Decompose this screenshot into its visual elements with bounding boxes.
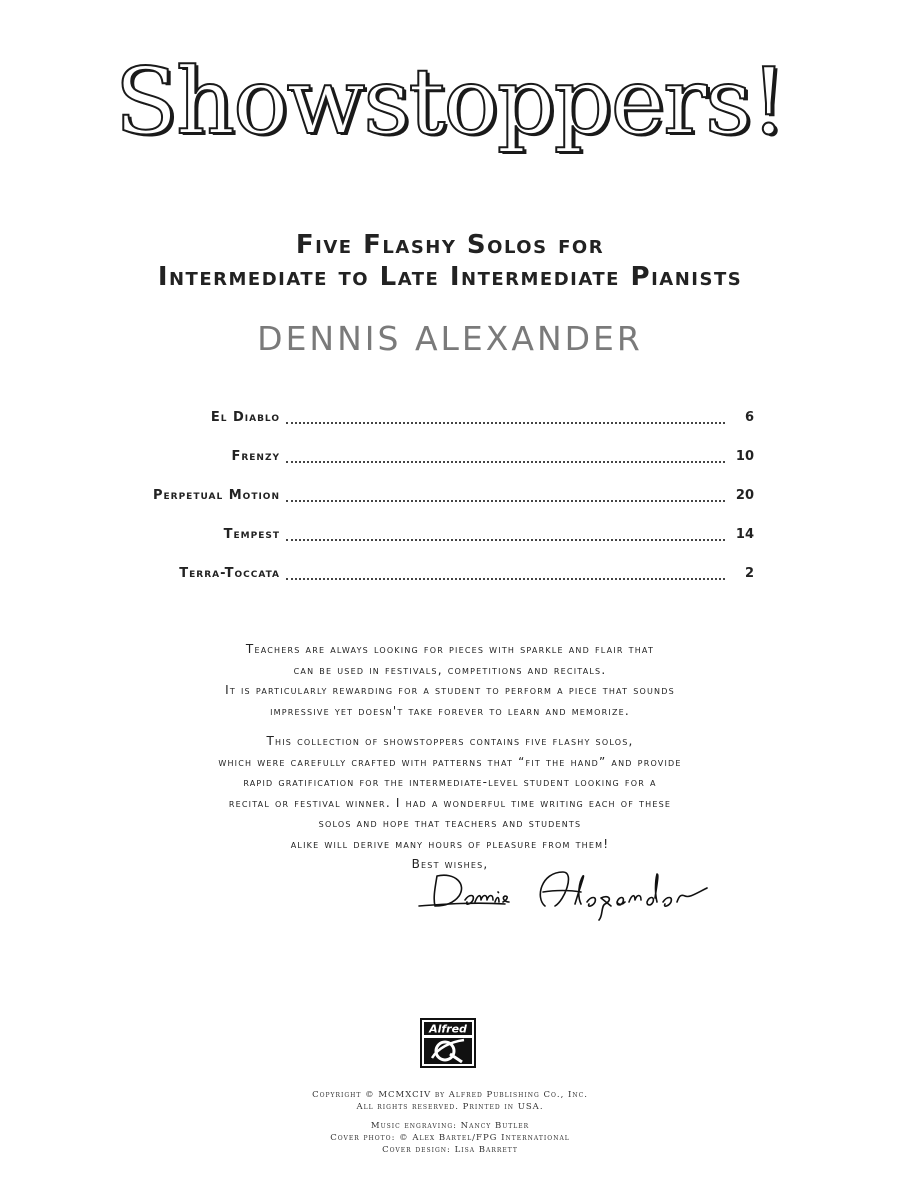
copyright-notice bbox=[0, 1089, 900, 1113]
toc-leader-dots bbox=[286, 539, 725, 541]
toc-title: Perpetual Motion bbox=[152, 488, 280, 503]
intro-line: alike will derive many hours of pleasure from them! bbox=[290, 836, 610, 851]
intro-line: impressive yet doesn't take forever to learn and memorize. bbox=[270, 703, 630, 718]
logo-wordmark: Alfred bbox=[429, 1022, 467, 1036]
credit-line: Copyright © MCMXCIV by Alfred Publishing Co., Inc. bbox=[312, 1090, 588, 1100]
toc-page-number: 2 bbox=[744, 566, 754, 581]
intro-line: which were carefully crafted with patterns that “fit the hand” and provide bbox=[218, 754, 682, 769]
toc-page-number: 20 bbox=[735, 488, 754, 503]
subtitle-line-2: Intermediate to Late Intermediate Pianists bbox=[157, 262, 743, 292]
handwritten-signature bbox=[415, 862, 715, 922]
intro-line: Teachers are always looking for pieces with sparkle and flair that bbox=[245, 642, 655, 656]
credit-line: Music engraving: Nancy Butler bbox=[370, 1121, 530, 1131]
toc-title: Tempest bbox=[223, 527, 280, 542]
toc-leader-dots bbox=[286, 578, 725, 580]
intro-line: solos and hope that teachers and students bbox=[318, 816, 582, 830]
intro-line: This collection of showstoppers contains five flashy solos, bbox=[266, 734, 634, 748]
credit-line: Cover photo: © Alex Bartel/FPG International bbox=[330, 1133, 570, 1143]
subtitle-line-1: Five Flashy Solos for bbox=[295, 230, 605, 260]
production-credits bbox=[0, 1120, 900, 1156]
toc-row bbox=[0, 410, 900, 434]
toc-page-number: 10 bbox=[735, 449, 754, 464]
alfred-logo-icon bbox=[420, 1018, 476, 1068]
toc-row bbox=[0, 527, 900, 551]
intro-paragraph-2 bbox=[0, 731, 900, 875]
credit-line: All rights reserved. Printed in USA. bbox=[356, 1102, 544, 1112]
toc-page-number: 6 bbox=[744, 410, 754, 425]
toc-title: El Diablo bbox=[210, 410, 280, 425]
toc-title: Frenzy bbox=[231, 449, 280, 464]
toc-leader-dots bbox=[286, 422, 725, 424]
toc-row bbox=[0, 566, 900, 590]
intro-line: can be used in festivals, competitions and recitals. bbox=[293, 662, 607, 677]
toc-row bbox=[0, 449, 900, 473]
toc-page-number: 14 bbox=[735, 527, 754, 542]
book-title: Showstoppers! bbox=[114, 48, 786, 155]
toc-title: Terra-Toccata bbox=[179, 566, 280, 581]
toc-leader-dots bbox=[286, 461, 725, 463]
toc-leader-dots bbox=[286, 500, 725, 502]
credit-line: Cover design: Lisa Barrett bbox=[382, 1145, 518, 1155]
intro-closing: Best wishes, bbox=[411, 857, 489, 871]
intro-paragraph-1 bbox=[0, 639, 900, 721]
toc-row bbox=[0, 488, 900, 512]
composer-name: DENNIS ALEXANDER bbox=[257, 319, 643, 358]
intro-line: rapid gratification for the intermediate-level student looking for a bbox=[243, 775, 657, 789]
intro-line: recital or festival winner. I had a wonderful time writing each of these bbox=[228, 795, 672, 810]
intro-line: It is particularly rewarding for a student to perform a piece that sounds bbox=[225, 683, 675, 697]
